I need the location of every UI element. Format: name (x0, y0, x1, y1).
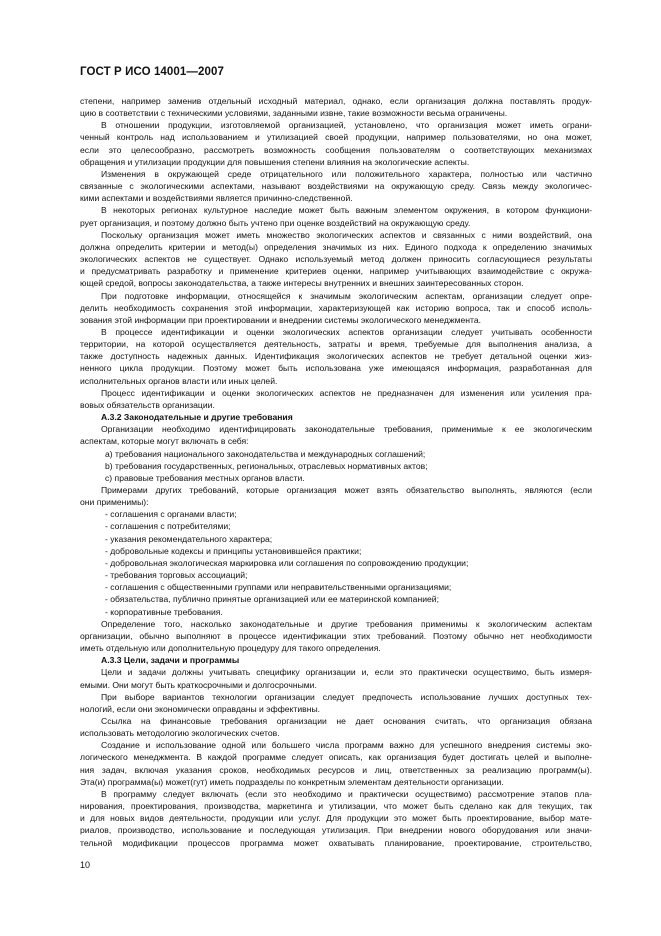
paragraph (80, 95, 592, 119)
text-line: рует организация, и поэтому должно быть учтено при оценке воздействий на окружающую среду. (80, 217, 471, 228)
paragraph (80, 204, 592, 228)
text-line: ющей средой, вопросы законодательства, а также интересы внутренних и внешних заинтересованных сторон. (80, 278, 524, 289)
text-line: - соглашения с потребителями; (105, 521, 231, 532)
text-line: также доступность надежных данных. Идентификация экологических аспектов не требует детальной оценки жиз- (80, 351, 592, 362)
text-line: использовать методологию экологических счетов. (80, 728, 280, 739)
list-item (80, 508, 592, 520)
text-line: А.3.3 Цели, задачи и программы (101, 655, 240, 666)
text-line: Создание и использование одной или большего числа программ важно для успешного внедрения системы эко- (101, 740, 592, 751)
text-line: делить необходимость сохранения этой информации, характеризующей как историю вопроса, так и способ исполь- (80, 302, 592, 313)
text-line: Ссылка на финансовые требования организации не дает основания считать, что организация обязана (101, 715, 592, 726)
list-item (80, 472, 592, 484)
text-line: - добровольные кодексы и принципы установившейся практики; (105, 545, 362, 556)
page-number: 10 (80, 860, 91, 870)
paragraph (80, 326, 592, 387)
text-line: территории, на которой осуществляется деятельность, затраты и время, требуемые для выполнения анализа, а (80, 339, 592, 350)
paragraph (80, 739, 592, 788)
text-line: организации, обычно выполняют в процессе идентификации этих требований. Поэтому обычно нет необходимости (80, 630, 592, 641)
text-line: они применимы): (80, 497, 149, 508)
text-line: и предусматривать разработку и применение критериев оценки, например учитывающих взаимодействие с окружа- (80, 266, 592, 277)
text-line: кими аспектами и воздействиями является причинно-следственной. (80, 193, 353, 204)
list-item (80, 606, 592, 618)
list-item (80, 448, 592, 460)
text-line: и для новых видов деятельности, продукции или услуг. Для продукции это может быть проектирование, выбор мате- (80, 813, 592, 824)
text-line: - указания рекомендательного характера; (105, 533, 273, 544)
paragraph (80, 423, 592, 447)
list-item (80, 569, 592, 581)
list-item (80, 533, 592, 545)
text-line: экологических аспектов не существует. Однако используемый метод должен приносить согласующиеся результаты (80, 254, 592, 265)
text-line: если это целесообразно, рассмотреть возможность сообщения пользователям о соответствующих механизмах (80, 144, 592, 155)
list-item (80, 520, 592, 532)
text-line: риалов, производство, использование и последующая утилизация. При внедрении нового оборудования или значи- (80, 825, 592, 836)
text-line: Определение того, насколько законодательные и другие требования применимы к экологическим аспектам (101, 618, 592, 629)
text-line: цию в соответствии с техническими условиями, заданными извне, такие возможности весьма ограничены. (80, 108, 508, 119)
text-line: - добровольная экологическая маркировка или соглашения по сопровождению продукции; (105, 557, 469, 568)
paragraph (80, 229, 592, 290)
text-line: В некоторых регионах культурное наследие может быть важным элементом окружения, в котором функциони- (101, 205, 592, 216)
text-line: иметь отдельную или дополнительную процедуру для такого определения. (80, 643, 381, 654)
text-line: В программу следует включать (если это необходимо и практически осуществимо) рассмотрение этапов пла- (101, 788, 592, 799)
text-line: b) требования государственных, региональных, отраслевых нормативных актов; (105, 460, 428, 471)
paragraph (80, 387, 592, 411)
text-line: Изменения в окружающей среде отрицательного или положительного характера, полностью или частично (101, 168, 592, 179)
text-line: должна определить критерии и метод(ы) определения значимых из них. Единого подхода к определению значимых (80, 241, 592, 252)
list-item (80, 581, 592, 593)
text-line: ненного цикла продукции. Поэтому может быть использована уже имеющаяся информация, разработанная для (80, 363, 592, 374)
text-line: исполнительных органов власти или иных целей. (80, 375, 278, 386)
text-line: Примерами других требований, которые организация может взять обязательство выполнять, являются (если (101, 485, 592, 495)
list-item (80, 557, 592, 569)
text-line: ния задач, включая указания сроков, необходимых ресурсов и лиц, ответственных за реализацию программ(ы). (80, 764, 592, 775)
text-line: нирования, проектирования, производства, маркетинга и утилизации, что может быть сделано как для текущих, так (80, 801, 592, 812)
text-line: a) требования национального законодательства и международных соглашений; (105, 448, 426, 459)
paragraph (80, 715, 592, 739)
paragraph (80, 484, 592, 508)
text-line: Процесс идентификации и оценки экологических аспектов не предназначен для изменения или усиления пра- (101, 387, 592, 398)
section-heading (80, 411, 592, 423)
text-line: ченный контроль над использованием и утилизацией своей продукции, например пользователями, но она может, (80, 132, 592, 143)
text-line: Эта(и) программа(ы) может(гут) иметь подразделы по конкретным элементам деятельности организации. (80, 776, 504, 787)
text-line: - требования торговых ассоциаций; (105, 570, 248, 581)
document-header: ГОСТ Р ИСО 14001—2007 (80, 66, 225, 78)
paragraph (80, 290, 592, 326)
section-heading (80, 654, 592, 666)
text-line: логического менеджмента. В каждой программе следует описать, как организация будет достигать целей и выполне- (80, 752, 592, 763)
text-line: - обязательства, публично принятые организацией или ее материнской компанией; (105, 594, 439, 605)
text-line: При выборе вариантов технологии организации следует предпочесть использование лучших доступных тех- (101, 691, 592, 702)
text-line: вовых обязательств организации. (80, 399, 215, 410)
text-line: зования этой информации при проектировании и внедрении системы экологического менеджмента. (80, 314, 482, 325)
paragraph (80, 119, 592, 168)
text-line: обращения и утилизации продукции для повышения степени влияния на экологические аспекты. (80, 156, 470, 167)
paragraph (80, 691, 592, 715)
text-line: - корпоративные требования. (105, 606, 223, 617)
paragraph (80, 618, 592, 654)
text-line: степени, например заменив отдельный исходный материал, однако, если организация должна поставлять продук- (80, 96, 592, 106)
text-line: - соглашения с органами власти; (105, 509, 237, 520)
text-line: нологий, если они экономически оправданы и эффективны. (80, 703, 321, 714)
text-line: Поскольку организация может иметь множество экологических аспектов и связанных с ними воздействий, она (101, 229, 592, 240)
text-line: тельной модификации процессов программа может охватывать планирование, проектирование, строительство, (80, 837, 592, 848)
list-item (80, 545, 592, 557)
list-item (80, 593, 592, 605)
text-line: Организации необходимо идентифицировать законодательные требования, применимые к ее экологическим (101, 424, 592, 435)
paragraph (80, 168, 592, 204)
text-line: емыми. Они могут быть краткосрочными и долгосрочными. (80, 679, 317, 690)
document-body (80, 95, 592, 849)
paragraph (80, 788, 592, 849)
text-line: - соглашения с общественными группами или неправительственными организациями; (105, 582, 452, 593)
text-line: В отношении продукции, изготовляемой организацией, установлено, что организация может иметь ограни- (101, 120, 592, 131)
text-line: связанные с экологическими аспектами, называют воздействиями на окружающую среду. Связь между экологичес- (80, 181, 592, 192)
text-line: аспектам, которые могут включать в себя: (80, 436, 249, 447)
text-line: Цели и задачи должны учитывать специфику организации и, если это практически осуществимо, быть измеря- (101, 667, 592, 678)
text-line: В процессе идентификации и оценки экологических аспектов организации следует учитывать особенности (101, 326, 592, 337)
text-line: А.3.2 Законодательные и другие требования (101, 412, 293, 423)
text-line: При подготовке информации, относящейся к значимым экологическим аспектам, организации следует опре- (101, 290, 592, 301)
list-item (80, 460, 592, 472)
paragraph (80, 666, 592, 690)
text-line: c) правовые требования местных органов власти. (105, 472, 305, 483)
